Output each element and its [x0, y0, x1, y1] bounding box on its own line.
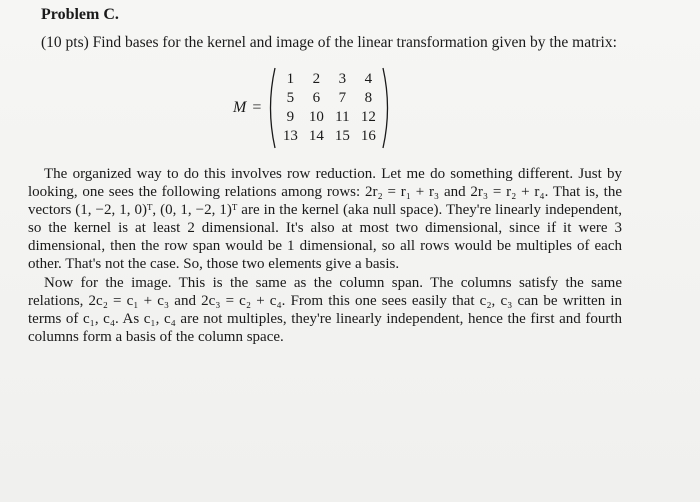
matrix-cell: 7 [338, 90, 347, 106]
matrix-cell: 10 [308, 109, 324, 125]
matrix-cell: 6 [312, 90, 321, 106]
matrix-grid [277, 70, 381, 146]
matrix-cell: 12 [360, 109, 376, 125]
left-paren [265, 66, 277, 150]
matrix-label: M = [233, 99, 262, 116]
matrix-cell: 2 [312, 71, 321, 87]
matrix-cell: 5 [286, 90, 295, 106]
solution-paragraph-1: The organized way to do this involves row reduction. Let me do something different. Just by looking, one sees the following relations among rows: 2r₂ = r₁ + r₃ and 2r₃ = r₂ + r₄. That is, the vectors (1, −2, 1, 0)ᵀ, (0, 1, −2, 1)ᵀ are in the kernel (aka null space). They're linearly independent, so the kernel is at least 2 dimensional. It's also at most two dimensional, since if it were 3 dimensional, then the row span would be 1 dimensional, so all rows would be multiples of each other. That's not the case. So, those two elements give a basis. [28, 166, 622, 273]
matrix-cell: 3 [338, 71, 347, 87]
matrix-cell: 4 [364, 71, 373, 87]
problem-title: Problem C. [41, 6, 119, 23]
matrix-equation [233, 66, 393, 150]
solution-paragraph-2: Now for the image. This is the same as the column span. The columns satisfy the same relations, 2c₂ = c₁ + c₃ and 2c₃ = c₂ + c₄. From this one sees easily that c₂, c₃ can be written in terms of c₁, c₄. As c₁, c₄ are not multiples, they're linearly independent, hence the first and fourth columns form a basis of the column space. [28, 274, 622, 345]
solution-text [28, 165, 622, 346]
matrix-cell: 13 [282, 128, 298, 144]
matrix-cell: 16 [360, 128, 376, 144]
matrix-cell: 15 [334, 128, 350, 144]
matrix-cell: 11 [335, 109, 350, 125]
matrix-cell: 14 [308, 128, 324, 144]
problem-prompt: (10 pts) Find bases for the kernel and image of the linear transformation given by the matrix: [41, 34, 617, 51]
right-paren [381, 66, 393, 150]
matrix-cell: 9 [286, 109, 295, 125]
matrix-cell: 1 [286, 71, 295, 87]
matrix-cell: 8 [364, 90, 373, 106]
